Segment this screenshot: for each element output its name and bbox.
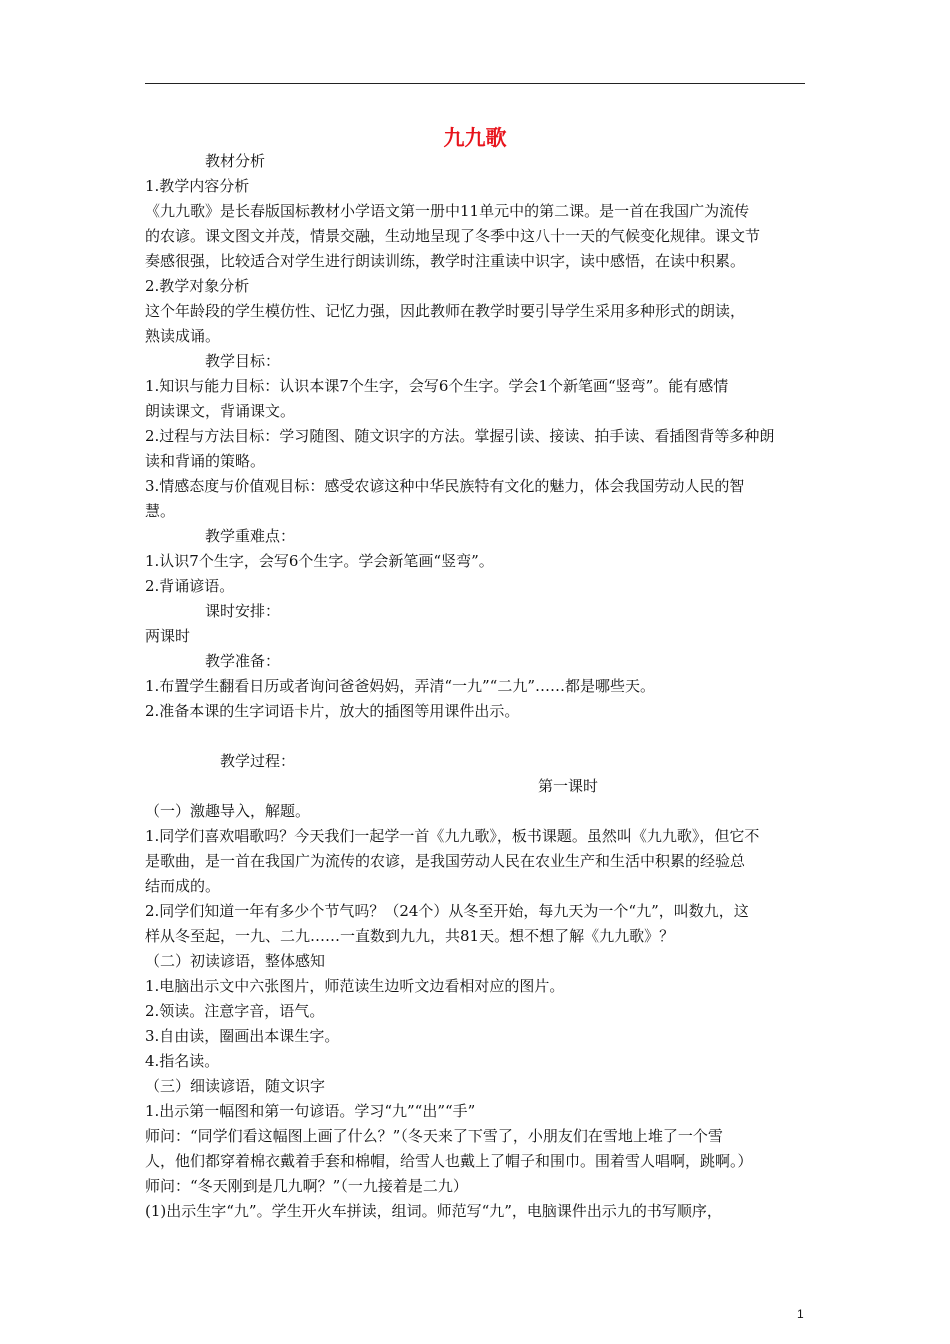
section-heading: 课时安排： — [205, 602, 281, 620]
page-number: 1 — [797, 1307, 804, 1321]
subheading: 2.教学对象分析 — [145, 277, 250, 295]
paragraph-line: 1.布置学生翻看日历或者询问爸爸妈妈，弄清“一九”“二九”……都是哪些天。 — [145, 677, 655, 695]
paragraph-line: 熟读成诵。 — [145, 327, 221, 345]
paragraph-line: 1.出示第一幅图和第一句谚语。学习“九”“出”“手” — [145, 1102, 476, 1120]
paragraph-line: 1.电脑出示文中六张图片，师范读生边听文边看相对应的图片。 — [145, 977, 565, 995]
paragraph-line: 读和背诵的策略。 — [145, 452, 266, 470]
paragraph-line: 3.自由读，圈画出本课生字。 — [145, 1027, 340, 1045]
section-heading: 教学重难点： — [205, 527, 296, 545]
lesson-heading: 第一课时 — [538, 777, 599, 795]
paragraph-line: 1.知识与能力目标：认识本课7个生字，会写6个生字。学会1个新笔画“竖弯”。能有感情 — [145, 377, 729, 395]
section-heading: 教学过程： — [220, 752, 296, 770]
page-title: 九九歌 — [443, 125, 507, 150]
paragraph-line: 1.同学们喜欢唱歌吗？今天我们一起学一首《九九歌》，板书课题。虽然叫《九九歌》，但它不 — [145, 827, 760, 845]
paragraph-line: (1)出示生字“九”。学生开火车拼读，组词。师范写“九”，电脑课件出示九的书写顺序， — [145, 1202, 722, 1220]
subheading: （二）初读谚语，整体感知 — [145, 952, 326, 970]
paragraph-line: 2.同学们知道一年有多少个节气吗？（24个）从冬至开始，每九天为一个“九”，叫数九，这 — [145, 902, 749, 920]
paragraph-line: 3.情感态度与价值观目标：感受农谚这种中华民族特有文化的魅力，体会我国劳动人民的智 — [145, 477, 745, 495]
paragraph-line: 1.认识7个生字，会写6个生字。学会新笔画“竖弯”。 — [145, 552, 494, 570]
paragraph-line: 结而成的。 — [145, 877, 221, 895]
paragraph-line: 慧。 — [145, 502, 176, 520]
paragraph-line: 2.领读。注意字音，语气。 — [145, 1002, 325, 1020]
paragraph-line: 样从冬至起，一九、二九……一直数到九九，共81天。想不想了解《九九歌》？ — [145, 927, 675, 945]
section-heading: 教学准备： — [205, 652, 281, 670]
paragraph-line: 《九九歌》是长春版国标教材小学语文第一册中11单元中的第二课。是一首在我国广为流传 — [145, 202, 750, 220]
section-heading: 教材分析 — [205, 152, 266, 170]
paragraph-line: 2.背诵谚语。 — [145, 577, 235, 595]
paragraph-line: 4.指名读。 — [145, 1052, 220, 1070]
subheading: （一）激趣导入，解题。 — [145, 802, 311, 820]
paragraph-line: 这个年龄段的学生模仿性、记忆力强，因此教师在教学时要引导学生采用多种形式的朗读， — [145, 302, 746, 320]
subheading: 1.教学内容分析 — [145, 177, 250, 195]
paragraph-line: 人，他们都穿着棉衣戴着手套和棉帽，给雪人也戴上了帽子和围巾。围着雪人唱啊，跳啊。） — [145, 1152, 753, 1170]
paragraph-line: 2.过程与方法目标：学习随图、随文识字的方法。掌握引读、接读、拍手读、看插图背等多种朗 — [145, 427, 775, 445]
paragraph-line: 是歌曲，是一首在我国广为流传的农谚，是我国劳动人民在农业生产和生活中积累的经验总 — [145, 852, 746, 870]
subheading: （三）细读谚语，随文识字 — [145, 1077, 326, 1095]
paragraph-line: 奏感很强，比较适合对学生进行朗读训练，教学时注重读中识字，读中感悟，在读中积累。 — [145, 252, 746, 270]
paragraph-line: 2.准备本课的生字词语卡片，放大的插图等用课件出示。 — [145, 702, 520, 720]
paragraph-line: 两课时 — [145, 627, 191, 645]
paragraph-line: 的农谚。课文图文并茂，情景交融，生动地呈现了冬季中这八十一天的气候变化规律。课文节 — [145, 227, 761, 245]
paragraph-line: 朗读课文，背诵课文。 — [145, 402, 296, 420]
paragraph-line: 师问：“冬天刚到是几九啊？”（一九接着是二九） — [145, 1177, 468, 1195]
header-rule — [145, 83, 805, 84]
section-heading: 教学目标： — [205, 352, 281, 370]
paragraph-line: 师问：“同学们看这幅图上画了什么？”（冬天来了下雪了，小朋友们在雪地上堆了一个雪 — [145, 1127, 723, 1145]
